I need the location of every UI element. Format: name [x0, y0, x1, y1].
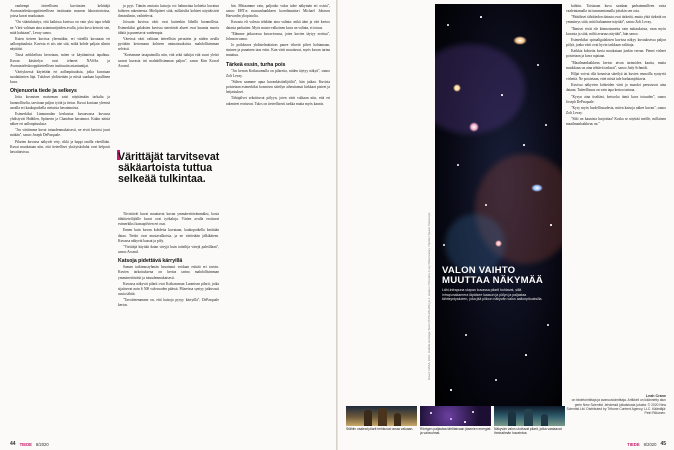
- photo-credit: Kuvat: NASA, ESA, Hubble Heritage Team (STScI/AURA) ja J. Hester / Chandra X-ray Observatory / Spitzer Space Telescope: [427, 212, 431, 380]
- paragraph: "Silti on kaunista harjoittaa! Koska se näyttää meille, millainen maailmankaikkeus on.": [566, 117, 666, 127]
- paragraph: "Päätökset tähtitiedon datasta ovat tärkeitä, mutta yhtä tärkeää on ymmärrys siitä, mitä haluamme näyttää", sanoo Zolt Levay.: [566, 15, 666, 25]
- paragraph: hin. Mittaamme vain, paljonko valoa tulee näkymän eri osista", sanoo EHT:n avaruushankkeen koordinaattori Michael Johnson Harvardin yliopistolta.: [226, 4, 330, 19]
- paragraph: Esimerkiksi spiraaligalaksien kuvissa näkyy kuvauksessa paljon pölyä, jonka värit ovat hyvin tarkkaan valittuja.: [566, 37, 666, 48]
- left-page: [0, 0, 336, 450]
- paragraph: Kuten tieteen kuvissa yleensäkin, eri väreillä kuvataan eri aallonpituuksia. Kuvista ei siis näe sitä, miltä kohde paljain silmin näyttäisi.: [10, 36, 110, 52]
- paragraph: Tähtipilvet sekoittuvat pölyyn, joten värit valitaan niin, että eri rakenteet erottuvat. Tulos on tieteellisesti tarkka mutta myös kaunis.: [226, 96, 330, 106]
- pull-quote: Värittäjät tarvitsevat säkäartoista tuttua selkeää tulkintaa.: [118, 151, 220, 185]
- article-column-3: [226, 4, 330, 414]
- image-headline: VALON VAIHTO MUUTTAA NÄKYMÄÄ: [442, 265, 544, 286]
- issue-number: 8/2020: [643, 441, 657, 447]
- paragraph: Tässä artikkelissa kerrotaan, miten se käytännössä tapahtuu. Kuvan käsittelyn ovat tehneet NASAn ja Avaruusteleskooppitieteellisen instituutin asiantuntijat.: [10, 53, 110, 68]
- paragraph: "On väärinkäsitys, että kaikissa kuvissa on vain yksi tapa tehdä ne. Värit valitaan aina asiantuntijoiden avulla, jotta kuva kertoisi sen, mitä halutaan", Levay sanoo.: [10, 20, 110, 35]
- article-column-2-top: [118, 4, 219, 150]
- paragraph: Kaikkia kohteita kuvia muokataan jonkin verran. Pienet virheet poistetaan ja kuva rajataan.: [566, 49, 666, 59]
- paragraph: "Ihmiset eivät ole kiinnostuneita vain mittauksista, vaan myös kuvasta ja siitä, miltä avaruus näyttää", hän sanoo.: [566, 26, 666, 36]
- paragraph: Tiivistävät kuvat muuttavat kuvan ymmärrettävämmäksi, kosta tähtitieteilijöille kuvat ovat työkaluja. Värien avulla erottuvat esimerkiksi kaasupilvien eri osat.: [118, 212, 219, 227]
- paragraph: Kuvasta eli valosta tehdään aina valinta: mikä ääni ja väri kertoo datasta parhaiten. Myös musta-valkoinen kuva on valinta, ei totuus.: [226, 20, 330, 30]
- paragraph: "Värittäjä käyttää datan sävyjä kuin taiteilija värejä paletillaan", sanoo Arcand.: [118, 244, 219, 255]
- comparison-thumbnails: [346, 406, 564, 440]
- paragraph: Esimerkiksi Linnunradan keskustaa kuvaavassa kuvassa yhdistyvät Hubblen, Spitzerin ja Chandran havainnot. Kukin näistä näkee eri aallonpituuksia.: [10, 111, 110, 127]
- image-caption: Lähi-infrapuna ulapan kuvassa pilarit hohtavat, sillä infrapunakamera läpäisee kaasun ja pölyn ja paljastaa tähtisyntyalueen, joka jää piiloon näkyvän valon aallonpituuksilla.: [442, 288, 543, 302]
- paragraph: "Kysy myös huolellisuudesta, miten katsoja näkee kuvan", sanoo Zolt Levay.: [566, 105, 666, 115]
- thumbnail-caption: Näkyvän valon ulottuvat pilarit, jotka vastaavat ihmissilmän havaintoa.: [494, 427, 562, 436]
- paragraph: Ennen kuin kuvan kohdetta kuvataan, kaukoputkella kerätään dataa. Tiedot ovat mustavalkoisia, ja ne väritetään jälkikäteen. Kuvassa näkyvät kaasut ja pöly.: [118, 228, 219, 243]
- page-folio-right: [627, 441, 666, 447]
- author-bio: on tiedetoimittaja ja avaruustoimittaja. Artikkeli on käännetty alun perin New Scientist -lehdessä julkaistusta jutusta. © 2020 New Scientist Ltd. Distributed by Tribune Content Agency, LLC. Kääntäjä: Petri Riikonen.: [566, 398, 666, 416]
- magazine-name: TIEDE: [19, 441, 32, 447]
- paragraph: Värityksessä käytetään eri aallonpituuksia, jotka kuvataan suodattimien läpi. Tulokset yhdistetään ja niistä saadaan lopullinen kuva.: [10, 69, 110, 85]
- paragraph: "Siihen saamme apua kuvankäsittelijöiltä", hän jatkaa. Kuvista poistetaan esimerkiksi kosmisen säteilyn aiheuttamat kirkkaat pisteet ja heijastukset.: [226, 79, 330, 95]
- magazine-name: TIEDE: [627, 441, 640, 447]
- thumbnail-image: [346, 406, 417, 426]
- pillars-of-creation-image: [435, 4, 562, 406]
- paragraph: "Jos väritimme kuvat totuudenmukaisesti, ne eivät kertoisi juuri mitään", sanoo Joseph DePasquale.: [10, 128, 110, 138]
- thumbnail-visible: [346, 406, 417, 440]
- article-column-4: [566, 4, 666, 388]
- thumbnail-image: [420, 406, 491, 426]
- thumbnail-image: [494, 406, 565, 426]
- thumbnail-caption: Ståhlin vaaleat pilarit hehkuvat omaa valoaan.: [346, 427, 414, 431]
- paragraph: kohtiin. Toisinaan kuva saadaan parhaimmilleen vasta vaaleintamalla tai tummentamalla joitakin sen osia.: [566, 4, 666, 14]
- page-number: 45: [660, 441, 666, 447]
- page-folio-left: [10, 441, 49, 447]
- paragraph: "Jos kerran Kotkasumulla on pilareita, niiden täytyy näkyä", sanoo Zolt Levay.: [226, 68, 330, 78]
- thumbnail-infrared: [494, 406, 565, 440]
- paragraph: "Kysyn aina itseltäni, kertooko tämä kuva totuuden", sanoo Joseph DePasquale.: [566, 94, 666, 104]
- paragraph: Kuvassa näkyvät pilarit ovat Kotkasumun Luomisen pilarit, jotka sijaitsevat noin 6 500 valovuoden päässä. Pilareissa syntyy jatkuvasti uusia tähtiä.: [118, 281, 219, 297]
- paragraph: Jotta kosmisen maiseman saisi näyttämään tarkalta ja luonnolliselta, tarvitaan paljon työtä ja tietoa. Kuvat kootaan yleensä usealla eri kaukoputkella otetuista havainnoista.: [10, 95, 110, 110]
- right-page: [338, 0, 674, 450]
- article-column-1: [10, 4, 110, 414]
- paragraph: Saman tutkimusryhmän havainnot voidaan esittää eri tavoin. Kuvien tarkoituksena on kertoa tarina mahdollisimman ymmärrettävästi ja totuudenmukaisesti.: [118, 265, 219, 280]
- section-heading: Ohjenuoria tiede ja selkeys: [10, 88, 77, 95]
- paragraph: Hiljat voivat olla kosmisia säteilyä tai kuvien reunoilla syntyviä virheitä. Ne poistetaan, ettei niistä tule harhaanjohtavia.: [566, 71, 666, 82]
- section-heading: Tärkeä essin, turha pois: [226, 61, 286, 68]
- issue-number: 8/2020: [35, 441, 49, 447]
- paragraph: Kuvissa näkyvien kohteiden värit ja muodot perustuvat aina dataan. Taiteellisuus on vain tapa kertoa tarinaa.: [566, 83, 666, 93]
- paragraph: "Koetamme tasapainoilla niin, että sekä tutkijat että suuri yleisö saavat kuvasta irti mahdollisimman paljon", sanoo Kim Kowal Arcand.: [118, 53, 219, 68]
- author-name: Leah Crane: [645, 394, 666, 398]
- paragraph: Väreissä värit valitaan tieteellisin perustein ja niiden avulla pyritään kertomaan kohteen ominaisuuksista mahdollisimman selvästi.: [118, 36, 219, 52]
- paragraph: ja pyyt. Tämän ansiosta katsoja voi hahmottaa kohteita kuvatun kohteen rakenteesta. Mielipiteet siitä, millaisilta kohteet näyttäisivät ihmissilmin, vaihtelevat.: [118, 4, 219, 19]
- article-column-2-bottom: [118, 212, 219, 412]
- thumbnail-caption: Röntgen paljastaa tähtitaivaan jäsenien energiat ja valovoimat.: [420, 427, 491, 436]
- page-number: 44: [10, 441, 16, 447]
- paragraph: "Elämme jatkuvassa kuvavirrassa, joten kuvien täytyy erottua", Johnson sanoo.: [226, 31, 330, 41]
- paragraph: "Tavoitteenamme on, että katsoja pysyy kärryillä", DePasquale kertoo.: [118, 298, 219, 308]
- paragraph: vanhempi tieteellisten kuvitusten kehittäjä Avaruusteleskooppitieteellisen instituutin museon laboratorioissa, joissa kuvat muokataan.: [10, 4, 110, 19]
- author-box: [566, 394, 666, 415]
- paragraph: Joissain kuvissa värit ovat kuitenkin lähellä luonnollisia. Esimerkiksi galaksien kuvissa sinertävät alueet ovat kuumia nuoria tähtiä ja punertavat vanhempia.: [118, 20, 219, 35]
- thumbnail-xray: [420, 406, 491, 440]
- section-heading: Katsoja pidettävä kärryillä: [118, 258, 183, 265]
- paragraph: "Maailmankaikkeus kertoo aivan tarinoiden kautta, mutta muokkaus on aina tehtävä tarkasti", sanoo Judy Schmidt.: [566, 60, 666, 70]
- paragraph: Pilarien kuvassa näkyvät vety, rikki ja happi omilla väreillään. Kuvat muokataan niin, että tieteelliset yksityiskohdat ovat helposti havaittavissa.: [10, 139, 110, 154]
- paragraph: Jo poikkeava yhdistelmätaivas panee vihreät pilvet hohtamaan, sininen ja punainen taas esiin. Kun värit muuttuvat, myös kuvan tarina muuttuu.: [226, 43, 330, 58]
